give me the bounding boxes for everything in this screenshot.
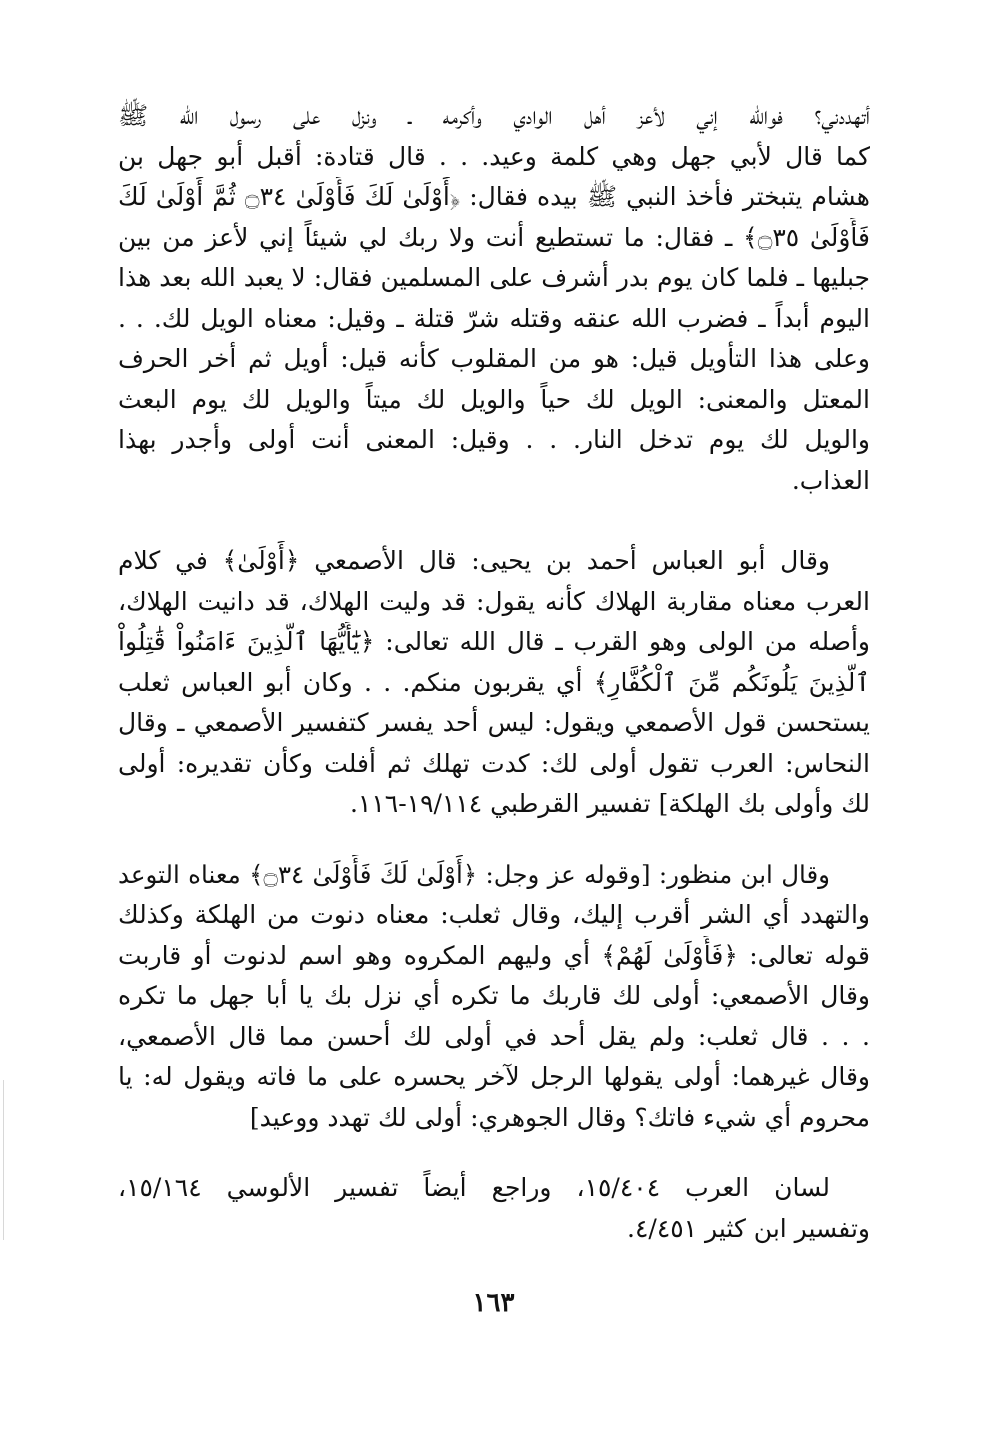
text-line: وأصله من الولى وهو القرب ـ قال الله تعالى: ﴿يَٰٓأَيُّهَا ٱلَّذِينَ ءَامَنُواْ قَٰتِلُواْ — [118, 627, 870, 656]
text-line: وعلى هذا التأويل قيل: هو من المقلوب كأنه قيل: أويل ثم أخر الحرف — [118, 344, 870, 373]
text-line: المعتل والمعنى: الويل لك حياً والويل لك ميتاً والويل لك يوم البعث — [118, 384, 870, 414]
paragraph-1 — [118, 96, 870, 501]
text-line: وقال أبو العباس أحمد بن يحيى: قال الأصمعي ﴿أَوْلَىٰ﴾ في كلام — [118, 546, 830, 575]
text-line: . . . قال ثعلب: ولم يقل أحد في أولى لك أحسن مما قال الأصمعي، — [118, 1021, 870, 1051]
text-line: وقال غيرهما: أولى يقولها الرجل لآخر يحسره على ما فاته ويقول له: يا — [118, 1062, 870, 1091]
paragraph-4 — [118, 1168, 870, 1249]
text-line: هشام يتبختر فأخذ النبي ﷺ بيده فقال: ﴿أَوْلَىٰ لَكَ فَأَوْلَىٰ ۝٣٤ ثُمَّ أَوْلَىٰ لَكَ — [118, 182, 870, 211]
text-line: محروم أي شيء فاتك؟ وقال الجوهري: أولى لك تهدد ووعيد] — [249, 1102, 870, 1132]
text-line: والويل لك يوم تدخل النار. . . وقيل: المعنى أنت أولى وأجدر بهذا — [118, 425, 870, 454]
page-body — [118, 96, 870, 1249]
text-line: كما قال لأبي جهل وهي كلمة وعيد. . . قال قتادة: أقبل أبو جهل بن — [118, 141, 870, 171]
text-line: جبليها ـ فلما كان يوم بدر أشرف على المسلمين فقال: لا يعبد الله بعد هذا — [118, 263, 870, 292]
paragraph-2 — [118, 541, 870, 825]
text-line: النحاس: العرب تقول أولى لك: كدت تهلك ثم أفلت وكأن تقديره: أولى — [118, 748, 870, 778]
text-line: لك وأولى بك الهلكة] تفسير القرطبي ١٩/١١٤-١١٦. — [349, 789, 870, 818]
page-number: ١٦٣ — [472, 1288, 515, 1318]
text-line: اليوم أبداً ـ فضرب الله عنقه وقتله شرّ قتلة ـ وقيل: معناه الويل لك. . . — [118, 303, 870, 333]
text-line: العرب معناه مقاربة الهلاك كأنه يقول: قد وليت الهلاك، قد دانيت الهلاك، — [118, 586, 870, 616]
text-line: وقال ابن منظور: [وقوله عز وجل: ﴿أَوْلَىٰ لَكَ فَأَوْلَىٰ ۝٣٤﴾ معناه التوعد — [118, 859, 831, 889]
text-line: وقال الأصمعي: أولى لك قاربك ما تكره أي نزل بك يا أبا جهل ما تكره — [118, 981, 870, 1010]
text-line: العذاب. — [791, 465, 870, 495]
scan-margin-line — [3, 1080, 4, 1240]
text-line: والتهدد أي الشر أقرب إليك، وقال ثعلب: معناه دنوت من الهلكة وكذلك — [118, 900, 870, 929]
text-line: وتفسير ابن كثير ٤/٤٥١. — [627, 1213, 870, 1243]
text-line: ٱلَّذِينَ يَلُونَكُم مِّنَ ٱلْكُفَّارِ﴾ أي يقربون منكم. . . وكان أبو العباس ثعلب — [118, 667, 870, 697]
text-line: فَأَوْلَىٰ ۝٣٥﴾ ـ فقال: ما تستطيع أنت ولا ربك لي شيئاً إني لأعز من بين — [118, 222, 870, 252]
text-line: يستحسن قول الأصمعي ويقول: ليس أحد يفسر كتفسير الأصمعي ـ وقال — [118, 708, 870, 737]
text-line: أتهددني؟ فوالله إني لأعز أهل الوادي وأكرمه ـ ونزل على رسول الله ﷺ — [118, 101, 870, 130]
text-line: لسان العرب ١٥/٤٠٤، وراجع أيضاً تفسير الألوسي ١٥/١٦٤، — [118, 1173, 830, 1202]
text-line: قوله تعالى: ﴿فَأَوْلَىٰ لَهُمْ﴾ أي وليهم المكروه وهو اسم لدنوت أو قاربت — [118, 940, 870, 970]
paragraph-3 — [118, 855, 870, 1139]
